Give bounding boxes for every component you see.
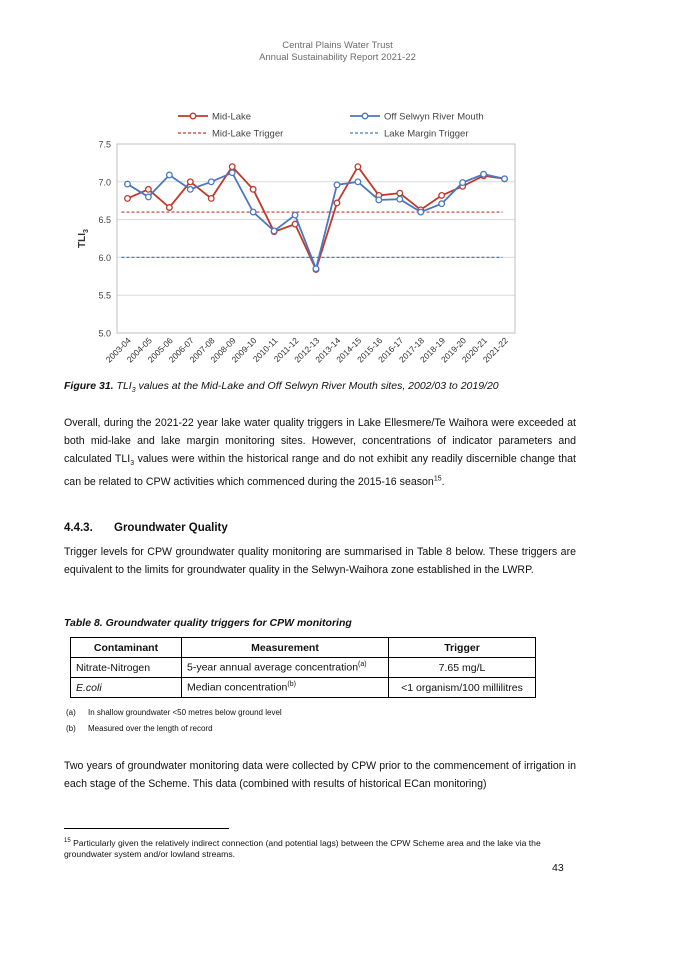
figure-caption-post: values at the Mid-Lake and Off Selwyn River Mouth sites, 2002/03 to 2019/20 [135,380,499,392]
x-tick-label: 2012-13 [292,335,322,365]
legend-marker [190,113,196,119]
y-axis-label: $TLI_3$ [77,229,90,248]
header-measurement: Measurement [182,638,389,658]
legend-label: Off Selwyn River Mouth [384,111,484,123]
paragraph-groundwater-monitoring: Two years of groundwater monitoring data were collected by CPW prior to the commencement of irrigation in each stage of the Scheme. This data (combined with results of historical ECan monitoring) [64,760,576,790]
data-point [460,180,466,186]
measurement-text: Median concentration [187,681,288,694]
footnote-separator [64,828,229,829]
data-point [250,209,256,215]
data-point [188,187,194,193]
data-point [397,196,403,202]
x-tick-label: 2018-19 [417,335,448,365]
data-point [188,179,194,185]
x-tick-label: 2017-18 [397,335,427,365]
table-note-a [66,708,282,717]
data-point [481,171,487,177]
data-point [146,187,152,193]
table-row [71,658,536,678]
data-point [125,181,131,187]
paragraph-groundwater-triggers: Trigger levels for CPW groundwater quality monitoring are summarised in Table 8 below. These triggers are equivalent to the limits for groundwater quality in the Selwyn-Waihora zone established in the LWRP. [64,546,576,576]
para1-text-a: Overall, during the 2021-22 year lake water quality triggers in Lake Ellesmere/Te Waihora were exceeded at both mid-lake and lake margin monitoring sites. However, concentrations of indicator parameters and calculated TLI [64,417,576,465]
legend-label: Mid-Lake [212,111,252,123]
para1-text-b: values were within the historical range and do not exhibit any readily discernible change that can be related to CPW activities which commenced during the 2015-16 season [64,453,576,489]
header-report-title: Annual Sustainability Report 2021-22 [259,52,416,63]
data-point [355,164,361,170]
legend-label: Lake Margin Trigger [384,128,469,140]
para1-text-c: . [441,476,445,489]
legend-label: Mid-Lake Trigger [212,128,284,140]
note-ref-a: (a) [358,661,367,669]
series-line [127,173,504,269]
x-tick-label: 2007-08 [187,335,217,365]
x-tick-label: 2015-16 [355,335,385,365]
header-contaminant: Contaminant [71,638,182,658]
note-text: In shallow groundwater <50 metres below ground level [88,708,282,717]
note-text: Measured over the length of record [88,724,213,733]
legend-marker [362,113,368,119]
data-point [271,228,277,234]
page-number: 43 [552,862,564,874]
groundwater-triggers-table [70,637,536,698]
header-org: Central Plains Water Trust [282,40,393,51]
footnote-15 [64,836,576,860]
x-tick-label: 2006-07 [166,335,196,365]
footnote-text: Particularly given the relatively indirect connection (and potential lags) between the CPW Scheme area and the lake via the groundwater system and/or lowland streams. [64,837,541,859]
y-tick-label: 5.5 [98,290,111,301]
cell-measurement [182,678,389,698]
note-label: (b) [66,724,76,733]
x-tick-label: 2021-22 [480,335,510,365]
data-point [292,212,298,218]
paragraph-lake-quality [64,414,576,491]
measurement-text: 5-year annual average concentration [187,661,359,674]
data-point [439,193,445,199]
cell-contaminant: E.coli [71,678,182,698]
data-point [418,209,424,215]
data-point [167,172,173,178]
data-point [208,179,214,185]
x-tick-label: 2010-11 [250,335,280,365]
x-tick-label: 2019-20 [438,335,469,365]
x-tick-label: 2008-09 [208,335,238,365]
section-title: Groundwater Quality [114,522,228,534]
data-point [229,170,235,176]
figure-caption [64,380,624,394]
note-label: (a) [66,708,76,717]
footnote-ref-15[interactable]: 15 [433,475,442,483]
para1-sub: 3 [130,460,135,468]
x-tick-label: 2013-14 [313,335,343,365]
y-tick-label: 7.5 [98,139,111,150]
section-number: 4.4.3. [64,522,93,534]
table-note-b [66,724,213,733]
y-tick-label: 6.5 [98,215,111,226]
figure-label: Figure 31. [64,380,114,392]
y-tick-label: 5.0 [98,328,111,339]
figure-caption-pre: TLI [113,380,132,392]
data-point [397,190,403,196]
x-tick-label: 2005-06 [145,335,175,365]
plot-frame [117,144,515,333]
header-trigger: Trigger [389,638,536,658]
data-point [208,196,214,202]
table-row [71,678,536,698]
note-ref-b: (b) [287,681,296,689]
data-point [502,176,508,182]
x-tick-label: 2011-12 [271,335,301,365]
table-caption: Table 8. Groundwater quality triggers for CPW monitoring [64,617,352,629]
data-point [439,201,445,207]
data-point [313,266,319,272]
cell-measurement [182,658,389,678]
data-point [146,194,152,200]
footnote-number: 15 [64,838,71,844]
figure-caption-sub: 3 [131,387,136,395]
data-point [334,200,340,206]
data-point [250,187,256,193]
data-point [334,182,340,188]
x-tick-label: 2003-04 [103,335,133,365]
table-header-row [71,638,536,658]
x-tick-label: 2014-15 [334,335,364,365]
x-tick-label: 2004-05 [124,335,154,365]
section-heading [64,522,228,534]
x-tick-label: 2016-17 [376,335,406,365]
cell-contaminant: Nitrate-Nitrogen [71,658,182,678]
cell-trigger: <1 organism/100 millilitres [389,678,536,698]
data-point [125,196,131,202]
cell-trigger: 7.65 mg/L [389,658,536,678]
report-header [0,40,675,64]
data-point [355,179,361,185]
chart-svg [60,100,540,390]
x-tick-label: 2020-21 [459,335,489,365]
data-point [229,164,235,170]
data-point [167,205,173,211]
y-tick-label: 6.0 [98,252,111,263]
y-tick-label: 7.0 [98,177,111,188]
tli3-line-chart [60,100,540,390]
data-point [376,197,382,203]
x-tick-label: 2009-10 [229,335,259,365]
